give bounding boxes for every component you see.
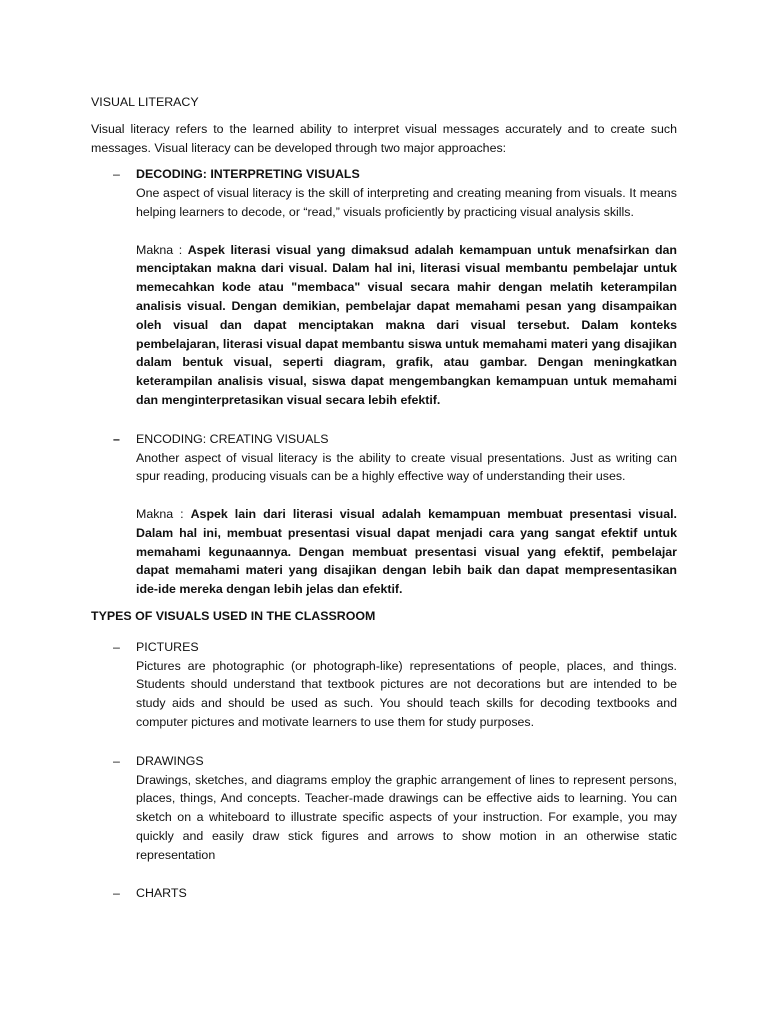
- approach-encoding: [91, 430, 677, 599]
- approach-heading: DECODING: INTERPRETING VISUALS: [136, 167, 360, 182]
- type-pictures: [91, 638, 677, 732]
- type-charts: [91, 884, 677, 903]
- document-page: [91, 93, 677, 903]
- type-drawings: [91, 752, 677, 865]
- bullet-dash: –: [113, 886, 120, 901]
- makna-label: Makna :: [136, 242, 183, 257]
- approach-decoding: [91, 165, 677, 409]
- approach-text: Another aspect of visual literacy is the ability to create visual presentations. Just as writing can spur reading, producing visuals can be a highly effective way of understanding their uses.: [136, 450, 677, 484]
- makna-label: Makna :: [136, 506, 184, 521]
- makna-paragraph: [136, 505, 677, 599]
- section-title: TYPES OF VISUALS USED IN THE CLASSROOM: [91, 608, 376, 623]
- type-heading: DRAWINGS: [136, 753, 204, 768]
- bullet-dash: –: [113, 753, 120, 768]
- bullet-dash: –: [113, 431, 120, 446]
- approach-heading: ENCODING: CREATING VISUALS: [136, 431, 329, 446]
- type-heading: PICTURES: [136, 639, 199, 654]
- type-text: Drawings, sketches, and diagrams employ the graphic arrangement of lines to represent persons, places, things, And concepts. Teacher-made drawings can be effective aids to learning. You can sketch on a whiteboard to illustrate specific aspects of your instruction. For example, you may quickly and easily draw stick figures and arrows to show motion in an otherwise static representation: [136, 772, 677, 862]
- type-text: Pictures are photographic (or photograph-like) representations of people, places, and things. Students should understand that textbook pictures are not decorations but are intended to be study aids and should be used as such. You should teach skills for decoding textbooks and computer pictures and motivate learners to use them for study purposes.: [136, 658, 677, 729]
- makna-text: Aspek lain dari literasi visual adalah kemampuan membuat presentasi visual. Dalam hal ini, membuat presentasi visual dapat menjadi cara yang sangat efektif untuk memahami kegunaannya. Dengan membuat presentasi visual yang efektif, pembelajar dapat memahami materi yang disajikan dengan lebih baik dan dapat mempresentasikan ide-ide mereka dengan lebih jelas dan efektif.: [136, 506, 677, 597]
- bullet-dash: –: [113, 167, 120, 182]
- bullet-dash: –: [113, 639, 120, 654]
- approach-text: One aspect of visual literacy is the skill of interpreting and creating meaning from visuals. It means helping learners to decode, or “read,” visuals proficiently by practicing visual analysis skills.: [136, 186, 677, 219]
- makna-paragraph: [136, 241, 677, 410]
- intro-paragraph: Visual literacy refers to the learned ability to interpret visual messages accurately and to create such messages. Visual literacy can be developed through two major approaches:: [91, 121, 677, 155]
- document-title: VISUAL LITERACY: [91, 95, 199, 109]
- type-heading: CHARTS: [136, 886, 187, 901]
- makna-text: Aspek literasi visual yang dimaksud adalah kemampuan untuk menafsirkan dan menciptakan makna dari visual. Dalam hal ini, literasi visual membantu pembelajar untuk memecahkan kode atau "membaca" visual secara mahir dengan melatih keterampilan analisis visual. Dengan demikian, pembelajar dapat memahami pesan yang disampaikan oleh visual dan dapat menciptakan makna dari visual tersebut. Dalam konteks pembelajaran, literasi visual dapat membantu siswa untuk memahami materi yang disajikan dalam bentuk visual, seperti diagram, grafik, atau gambar. Dengan meningkatkan keterampilan analisis visual, siswa dapat mengembangkan kemampuan untuk memahami dan menginterpretasikan visual secara lebih efektif.: [136, 242, 677, 407]
